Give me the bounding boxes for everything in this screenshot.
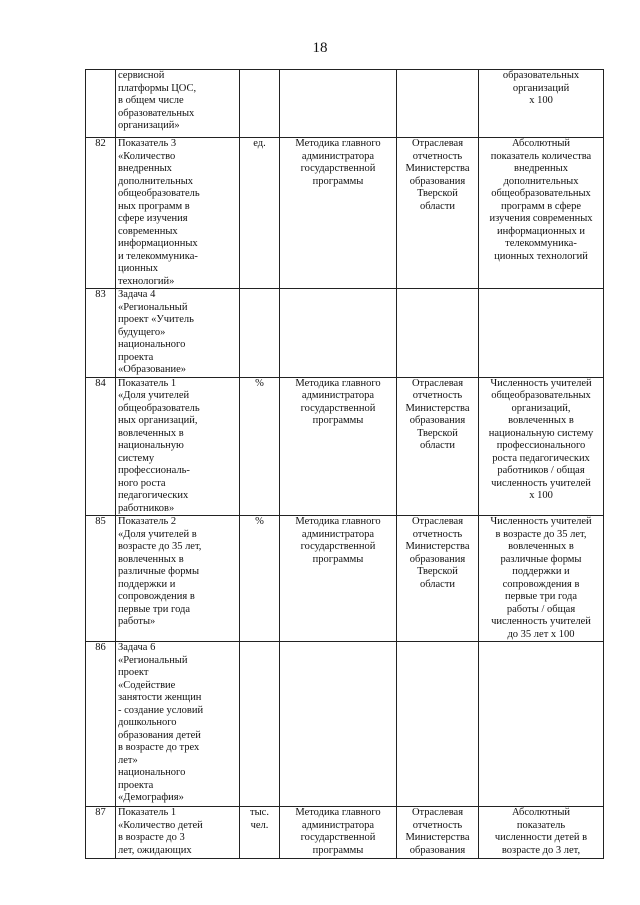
table-row — [86, 642, 604, 807]
indicator-name-cell: Показатель 1 «Количество детей в возрасте до 3 лет, ожидающих — [116, 807, 240, 859]
row-number-cell: 85 — [86, 516, 116, 642]
method-cell — [280, 289, 397, 378]
indicator-name-cell: Задача 4 «Региональный проект «Учитель будущего» национального проекта «Образование» — [116, 289, 240, 378]
source-cell — [397, 642, 479, 807]
calculation-cell: Абсолютный показатель количества внедренных дополнительных общеобразовательных программ в сфере изучения современных информационных и телекоммуника- ционных технологий — [479, 138, 604, 289]
page-number: 18 — [312, 40, 328, 56]
source-cell: Отраслевая отчетность Министерства образования Тверской области — [397, 377, 479, 516]
unit-cell — [240, 642, 280, 807]
table-row — [86, 516, 604, 642]
indicator-name-cell: Задача 6 «Региональный проект «Содействие занятости женщин - создание условий дошкольного образования детей в возрасте до трех лет» национального проекта «Демография» — [116, 642, 240, 807]
source-cell: Отраслевая отчетность Министерства образования — [397, 807, 479, 859]
table-row — [86, 289, 604, 378]
row-number-cell: 87 — [86, 807, 116, 859]
unit-cell — [240, 70, 280, 138]
calculation-cell: Численность учителей общеобразовательных организаций, вовлеченных в национальную систему профессионального роста педагогических работников / общая численность учителей х 100 — [479, 377, 604, 516]
source-cell — [397, 289, 479, 378]
method-cell — [280, 642, 397, 807]
calculation-cell: Численность учителей в возрасте до 35 лет, вовлеченных в различные формы поддержки и сопровождения в первые три года работы / общая численность учителей до 35 лет х 100 — [479, 516, 604, 642]
table-row — [86, 377, 604, 516]
table-row — [86, 807, 604, 859]
indicators-table — [85, 69, 604, 859]
unit-cell: тыс. чел. — [240, 807, 280, 859]
calculation-cell: образовательных организаций х 100 — [479, 70, 604, 138]
indicator-name-cell: Показатель 1 «Доля учителей общеобразователь ных организаций, вовлеченных в национальную систему профессиональ- ного роста педагогических работников» — [116, 377, 240, 516]
unit-cell: % — [240, 516, 280, 642]
row-number-cell: 83 — [86, 289, 116, 378]
row-number-cell: 86 — [86, 642, 116, 807]
source-cell — [397, 70, 479, 138]
method-cell: Методика главного администратора государственной программы — [280, 138, 397, 289]
source-cell: Отраслевая отчетность Министерства образования Тверской области — [397, 516, 479, 642]
method-cell: Методика главного администратора государственной программы — [280, 807, 397, 859]
indicator-name-cell: Показатель 2 «Доля учителей в возрасте до 35 лет, вовлеченных в различные формы поддержки и сопровождения в первые три года работы» — [116, 516, 240, 642]
calculation-cell — [479, 289, 604, 378]
row-number-cell: 82 — [86, 138, 116, 289]
unit-cell: % — [240, 377, 280, 516]
row-number-cell — [86, 70, 116, 138]
table-row — [86, 138, 604, 289]
row-number-cell: 84 — [86, 377, 116, 516]
calculation-cell: Абсолютный показатель численности детей в возрасте до 3 лет, — [479, 807, 604, 859]
calculation-cell — [479, 642, 604, 807]
unit-cell — [240, 289, 280, 378]
table-row — [86, 70, 604, 138]
unit-cell: ед. — [240, 138, 280, 289]
method-cell: Методика главного администратора государственной программы — [280, 516, 397, 642]
source-cell: Отраслевая отчетность Министерства образования Тверской области — [397, 138, 479, 289]
indicator-name-cell: сервисной платформы ЦОС, в общем числе образовательных организаций» — [116, 70, 240, 138]
indicator-name-cell: Показатель 3 «Количество внедренных дополнительных общеобразователь ных программ в сфере изучения современных информационных и телекоммуника- ционных технологий» — [116, 138, 240, 289]
method-cell — [280, 70, 397, 138]
method-cell: Методика главного администратора государственной программы — [280, 377, 397, 516]
